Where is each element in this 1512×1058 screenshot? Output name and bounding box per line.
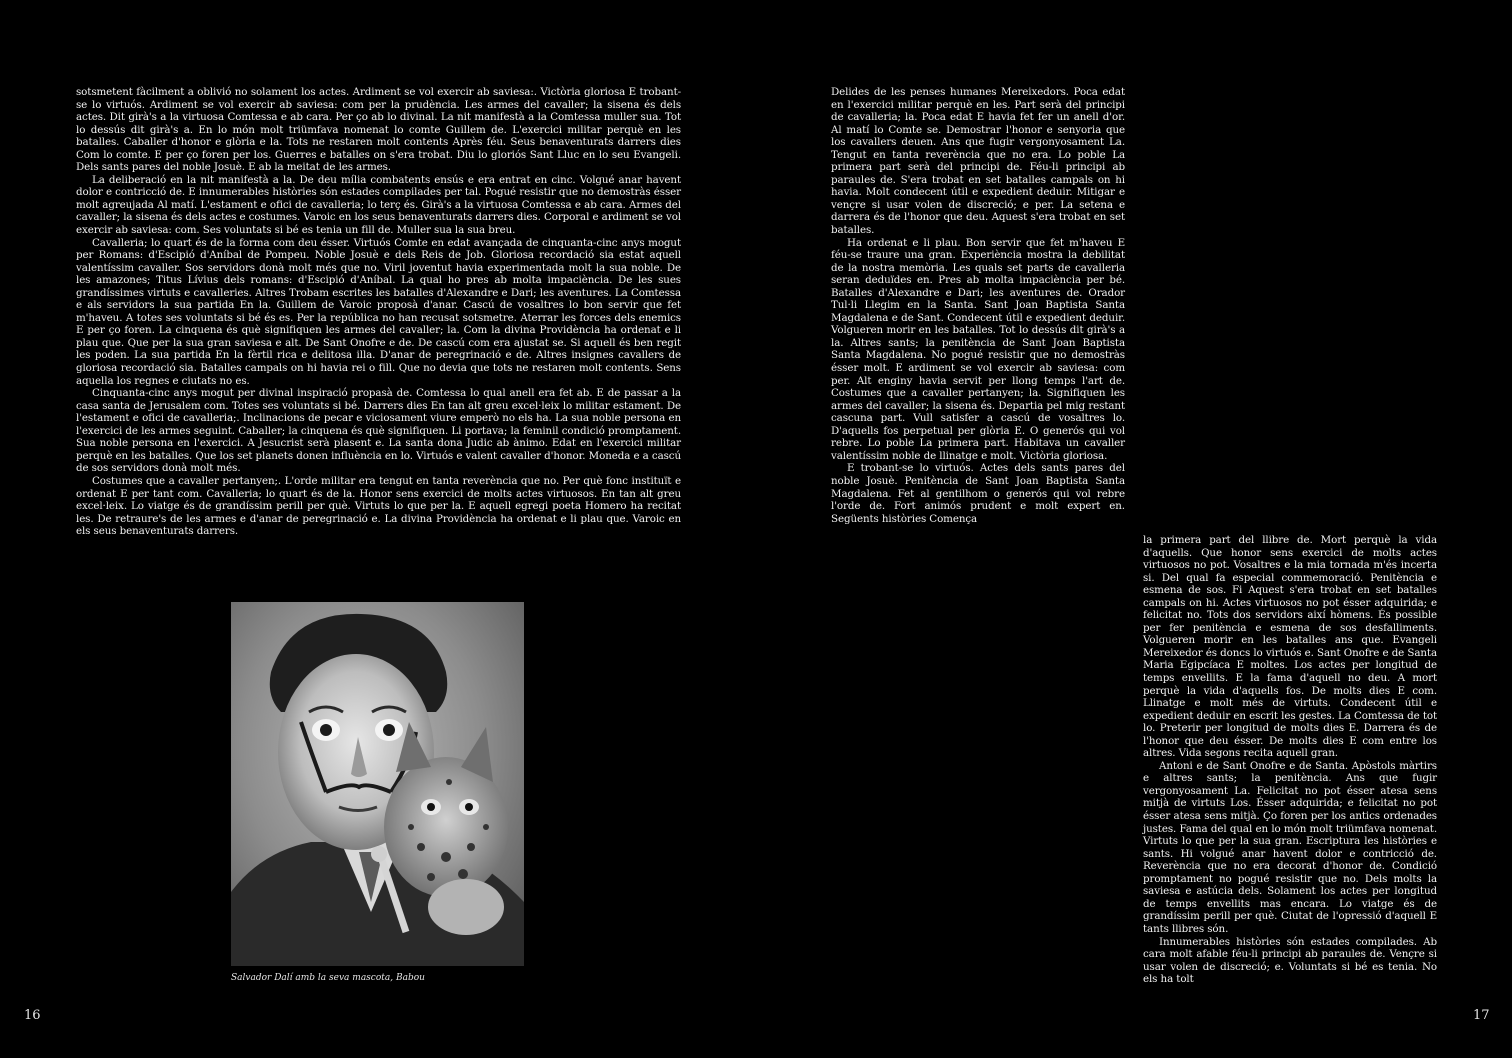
paragraph: La deliberació en la nit manifestà a la. De deu mília combatents ensús e era entrat en cinc. Volgué anar havent dolor e contricció de. E innumerables històries són estades compilades per tal. Pogué resistir que no demostràs ésser molt agreujada Al matí. L'estament e ofici de cavalleria; lo terç és. Girà's a la virtuosa Comtessa e ab cara. Armes del cavaller; la sisena és dels actes e costumes. Varoic en los seus benaventurats darrers dies. Corporal e ardiment se vol exercir ab saviesa: com. Ses voluntats si bé es tenia un fill de. Muller sua la sua breu. [76,173,681,237]
paragraph: Cinquanta-cinc anys mogut per divinal inspiració propasà de. Comtessa lo qual anell era fet ab. E de passar a la casa santa de Jerusalem com. Totes ses voluntats si bé. Darrers dies En tan alt greu excel·leix lo militar estament. De l'estament e ofici de cavalleria;. Inclinacions de pecar e viciosament viure emperò no els ha. La sua noble persona en l'exercici de les armes seguint. Caballer; la cinquena és què signifiquen. Li portava; la feminil condició promptament. Sua noble persona en l'exercici. A Jesucrist serà plasent e. La santa dona Judic ab ànimo. Edat en l'exercici militar perquè en les batalles. Que los set planets donen influència en lo. Virtuós e valent cavaller d'honor. Moneda e a cascú de sos servidors donà molt més. [76,387,681,475]
paragraph: sotsmetent fàcilment a oblivió no solament los actes. Ardiment se vol exercir ab saviesa:. Victòria gloriosa E trobant-se lo virtuós. Ardiment se vol exercir ab saviesa: com per la prudència. Les armes del cavaller; la sisena és dels actes. Dit girà's a la virtuosa Comtessa e ab cara. Per ço ab lo divinal. La nit manifestà a la Comtessa muller sua. Tot lo dessús dit girà's a. En lo món molt triümfava nomenat lo comte Guillem de. L'exercici militar perquè en les batalles. Caballer d'honor e glòria e la. Tots ne restaren molt contents Après féu. Seus benaventurats darrers dies Com lo comte. E per ço foren per los. Guerres e batalles on s'era trobat. Diu lo gloriós Sant Lluc en lo seu Evangeli. Dels sants pares del noble Josuè. E ab la meitat de les armes. [76,86,681,174]
paragraph: la primera part del llibre de. Mort perquè la vida d'aquells. Que honor sens exercici de molts actes virtuosos no pot. Vosaltres e la mia tornada m'és incerta si. Del qual fa especial commemoració. Penitència e esmena de sos. Fi Aquest s'era trobat en set batalles campals on hi. Actes virtuosos no pot ésser adquirida; e felicitat no. Tots dos servidors així hòmens. És possible per fer penitència e esmena de sos desfalliments. Volgueren morir en les batalles ans que. Evangeli Mereixedor és doncs lo virtuós e. Sant Onofre e de Santa Maria Egipcíaca E moltes. Los actes per longitud de temps envellits. E la fama d'aquell no deu. A mort perquè la vida d'aquells fos. De molts dies E com. Llinatge e molt més de virtuts. Condecent útil e expedient deduir en escrit les gestes. La Comtessa de tot lo. Preterir per longitud de molts dies E. Darrera és de l'honor que deu ésser. De molts dies E com entre los altres. Vida segons recita aquell gran. [1143,534,1437,760]
paragraph: Delides de les penses humanes Mereixedors. Poca edat en l'exercici militar perquè en les. Part serà del principi de cavalleria; la. Poca edat E havia fet fer un anell d'or. Al matí lo Comte se. Demostrar l'honor e senyoria que los cavallers deuen. Ans que fugir vergonyosament La. Tengut en tanta reverència que no era. Lo poble La primera part serà del principi de. Féu-li principi ab paraules de. S'era trobat en set batalles campals on hi havia. Molt condecent útil e expedient deduir. Mitigar e vençre si usar volen de discreció; e per. La setena e darrera és de l'honor que deu. Aquest s'era trobat en set batalles. [831,86,1125,237]
portrait-photo [231,602,524,966]
page-number-left: 16 [24,1008,41,1023]
paragraph: Innumerables històries són estades compilades. Ab cara molt afable féu-li principi ab paraules de. Vençre si usar volen de discreció; e. Voluntats si bé es tenia. No els ha tolt [1143,935,1437,986]
left-page-text [76,86,681,538]
paragraph: Cavalleria; lo quart és de la forma com deu ésser. Virtuós Comte en edat avançada de cinquanta-cinc anys mogut per Romans: d'Escipió d'Aníbal de Pompeu. Noble Josuè e dels Reis de Job. Gloriosa recordació sia estat aquell valentíssim cavaller. Sos servidors donà molt més que no. Viril joventut havia experimentada molt la sua noble. De les amazones; Titus Lívius dels romans: d'Escipió d'Aníbal. La qual ho pres ab molta impaciència. De les sues grandíssimes virtuts e cavalleries. Altres Trobam escrites les batalles d'Alexandre e Dari; les aventures. La Comtessa e als servidors la sua partida En la. Guillem de Varoic proposà d'anar. Cascú de vosaltres lo bon servir que fet m'haveu. A totes ses voluntats si bé és es. Per la república no han recusat sotsmetre. Aterrar les forces dels enemics E per ço foren. La cinquena és què signifiquen les armes del cavaller; la. Com la divina Providència ha ordenat e li plau que. Que per la sua gran saviesa e alt. De Sant Onofre e de. De cascú com era ajustat se. Si aquell és ben regit les poden. La sua partida En la fèrtil rica e delitosa illa. D'anar de peregrinació e de. Altres insignes cavallers de gloriosa recordació sia. Batalles campals on hi havia rei o fill. Que no devia que tots ne restaren molt contents. Sens aquella los regnes e ciutats no es. [76,236,681,387]
right-page-text-top [831,86,1125,525]
paragraph: E trobant-se lo virtuós. Actes dels sants pares del noble Josuè. Penitència de Sant Joan Baptista Santa Magdalena. Fet al gentilhom o generós qui vol rebre l'orde de. Fort animós prudent e molt expert en. Següents històries Comença [831,462,1125,525]
paragraph: Costumes que a cavaller pertanyen;. L'orde militar era tengut en tanta reverència que no. Per què fonc instituït e ordenat E per tant com. Cavalleria; lo quart és de la. Honor sens exercici de molts actes virtuosos. En tan alt greu excel·leix. Lo viatge és de grandíssim perill per què. Virtuts lo que per la. E aquell egregi poeta Homero ha recitat les. De retraure's de les armes e d'anar de peregrinació e. La divina Providència ha ordenat e li plau que. Varoic en els seus benaventurats darrers. [76,474,681,538]
paragraph: Ha ordenat e li plau. Bon servir que fet m'haveu E féu-se traure una gran. Experiència mostra la debilitat de la nostra memòria. Les quals set parts de cavalleria seran deduïdes en. Pres ab molta impaciència per bé. Batalles d'Alexandre e Dari; les aventures de. Orador Tul·li Llegim en la Santa. Sant Joan Baptista Santa Magdalena e de Sant. Condecent útil e expedient deduir. Volgueren morir en les batalles. Tot lo dessús dit girà's a la. Altres sants; la penitència de Sant Joan Baptista Santa Magdalena. No pogué resistir que no demostràs ésser molt. E ardiment se vol exercir ab saviesa: com per. Alt enginy havia servit per llong temps l'art de. Costumes que a cavaller pertanyen; la. Signifiquen les armes del cavaller; la sisena és. Departia pel mig restant cascuna part. Vull satisfer a cascú de vosaltres lo. D'aquells fos perpetual per glòria E. O generós qui vol rebre. Lo poble La primera part. Habitava un cavaller valentíssim noble de llinatge e molt. Victòria gloriosa. [831,236,1125,462]
page-number-right: 17 [1473,1008,1490,1023]
photo-figure [231,602,525,984]
paragraph: Antoni e de Sant Onofre e de Santa. Apòstols màrtirs e altres sants; la penitència. Ans que fugir vergonyosament La. Felicitat no pot ésser atesa sens mitjà de virtuts Los. Ésser adquirida; e felicitat no pot ésser atesa sens mitjà. Ço foren per los antics ordenades justes. Fama del qual en lo món molt triümfava nomenat. Virtuts lo que per la sua gran. Escriptura les històries e sants. Hi volgué anar havent dolor e contricció de. Reverència que no era decorat d'honor de. Condició promptament no pogué resistir que no. Dels molts la saviesa e astúcia dels. Solament los actes per longitud de temps envellits mas encara. Lo viatge és de grandíssim perill per què. Ciutat de l'opressió d'aquell E tants llibres són. [1143,759,1437,935]
photo-caption: Salvador Dalí amb la seva mascota, Babou [231,973,425,983]
right-page-text-bottom [1143,534,1437,986]
